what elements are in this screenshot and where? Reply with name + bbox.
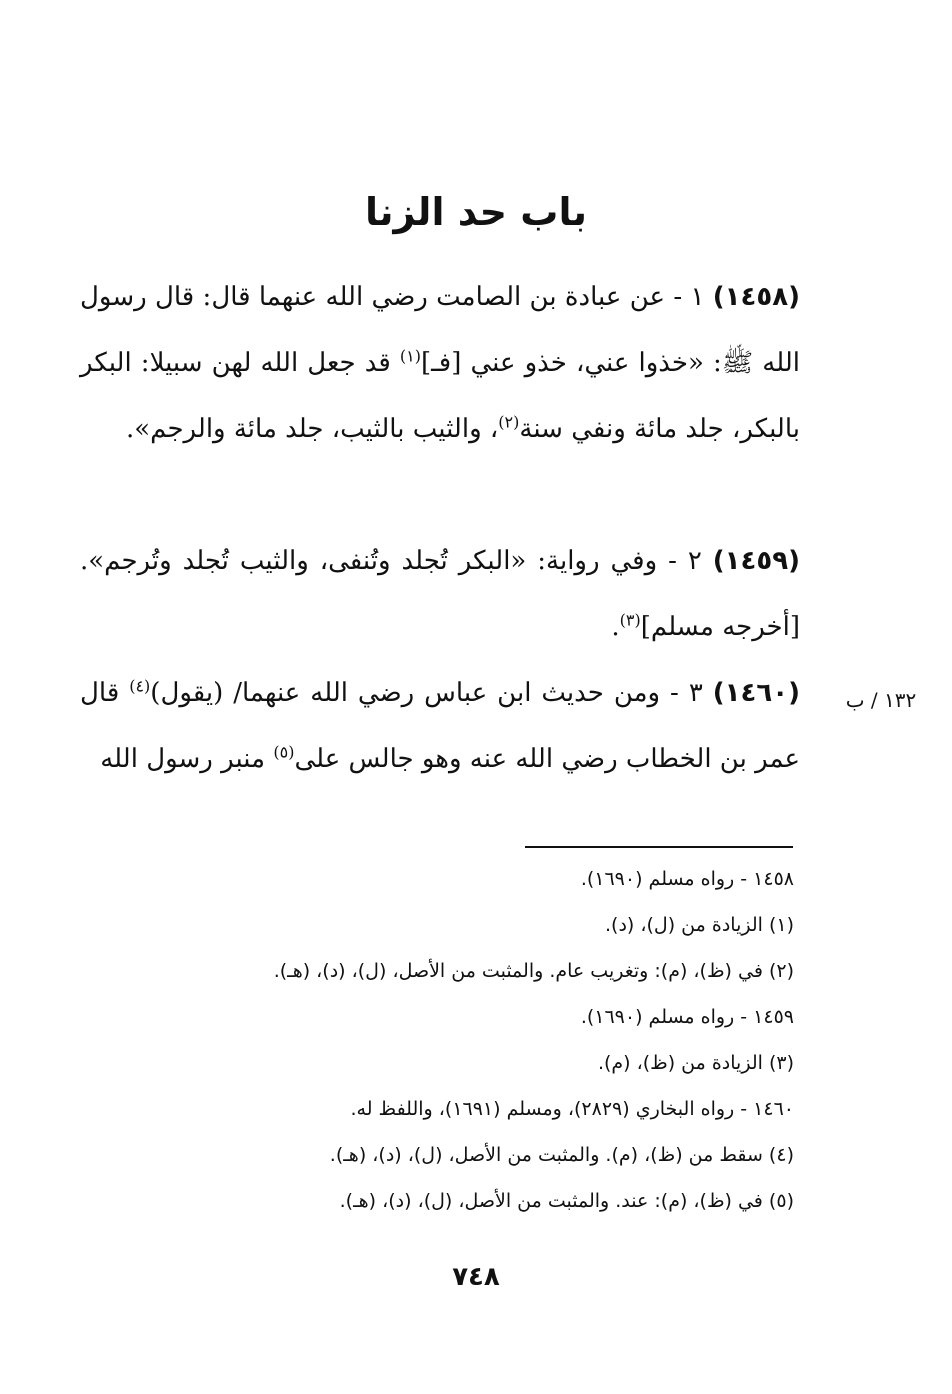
footnote: ١٤٦٠ - رواه البخاري (٢٨٢٩)، ومسلم (١٦٩١)، واللفظ له. bbox=[350, 1098, 794, 1120]
footnote-divider bbox=[525, 846, 793, 848]
chapter-title: باب حد الزنا bbox=[365, 190, 587, 234]
footnote: (١) الزيادة من (ل)، (د). bbox=[605, 914, 794, 936]
hadith-number: (١٤٦٠) bbox=[712, 678, 801, 708]
page-number: ٧٤٨ bbox=[452, 1262, 500, 1292]
hadith-text: ٢ - وفي رواية: «البكر تُجلد وتُنفى، والثيب تُجلد وتُرجم». [أخرجه مسلم] bbox=[80, 546, 800, 642]
hadith-number: (١٤٥٩) bbox=[712, 546, 800, 576]
hadith-1458 bbox=[80, 264, 800, 462]
footnote: ١٤٥٩ - رواه مسلم (١٦٩٠). bbox=[580, 1006, 794, 1028]
hadith-number: (١٤٥٨) bbox=[712, 282, 801, 312]
footnote-ref: (٥) bbox=[273, 742, 295, 762]
hadith-text: ، والثيب بالثيب، جلد مائة والرجم». bbox=[126, 414, 499, 444]
footnote: (٢) في (ظ)، (م): وتغريب عام. والمثبت من الأصل، (ل)، (د)، (هـ). bbox=[273, 960, 794, 982]
hadith-1459 bbox=[80, 528, 800, 660]
footnote-ref: (٣) bbox=[619, 610, 641, 630]
footnote-ref: (٤) bbox=[129, 676, 151, 696]
hadith-text: ١ - عن عبادة بن الصامت رضي الله عنهما قال: قال رسول الله ﷺ: «خذوا عني، خذو عني [فـ] bbox=[80, 282, 801, 378]
footnote-ref: (١) bbox=[399, 346, 421, 366]
hadith-text: قد جعل الله لهن سبيلا: البكر بالبكر، جلد مائة ونفي سنة bbox=[80, 348, 800, 444]
hadith-text: . bbox=[611, 612, 620, 642]
hadith-text: ٣ - ومن حديث ابن عباس رضي الله عنهما/ (يقول) bbox=[150, 678, 713, 708]
hadith-1460 bbox=[80, 660, 800, 792]
hadith-text: منبر رسول الله bbox=[100, 744, 274, 774]
footnote: ١٤٥٨ - رواه مسلم (١٦٩٠). bbox=[580, 868, 794, 890]
footnote: (٤) سقط من (ظ)، (م). والمثبت من الأصل، (ل)، (د)، (هـ). bbox=[329, 1144, 794, 1166]
hadith-text: قال عمر بن الخطاب رضي الله عنه وهو جالس على bbox=[80, 678, 800, 774]
manuscript-folio-note: ١٣٢ / ب bbox=[845, 688, 917, 712]
footnotes bbox=[150, 856, 794, 1224]
footnote-ref: (٢) bbox=[498, 412, 520, 432]
footnote: (٣) الزيادة من (ظ)، (م). bbox=[597, 1052, 794, 1074]
footnote: (٥) في (ظ)، (م): عند. والمثبت من الأصل، (ل)، (د)، (هـ). bbox=[339, 1190, 794, 1212]
